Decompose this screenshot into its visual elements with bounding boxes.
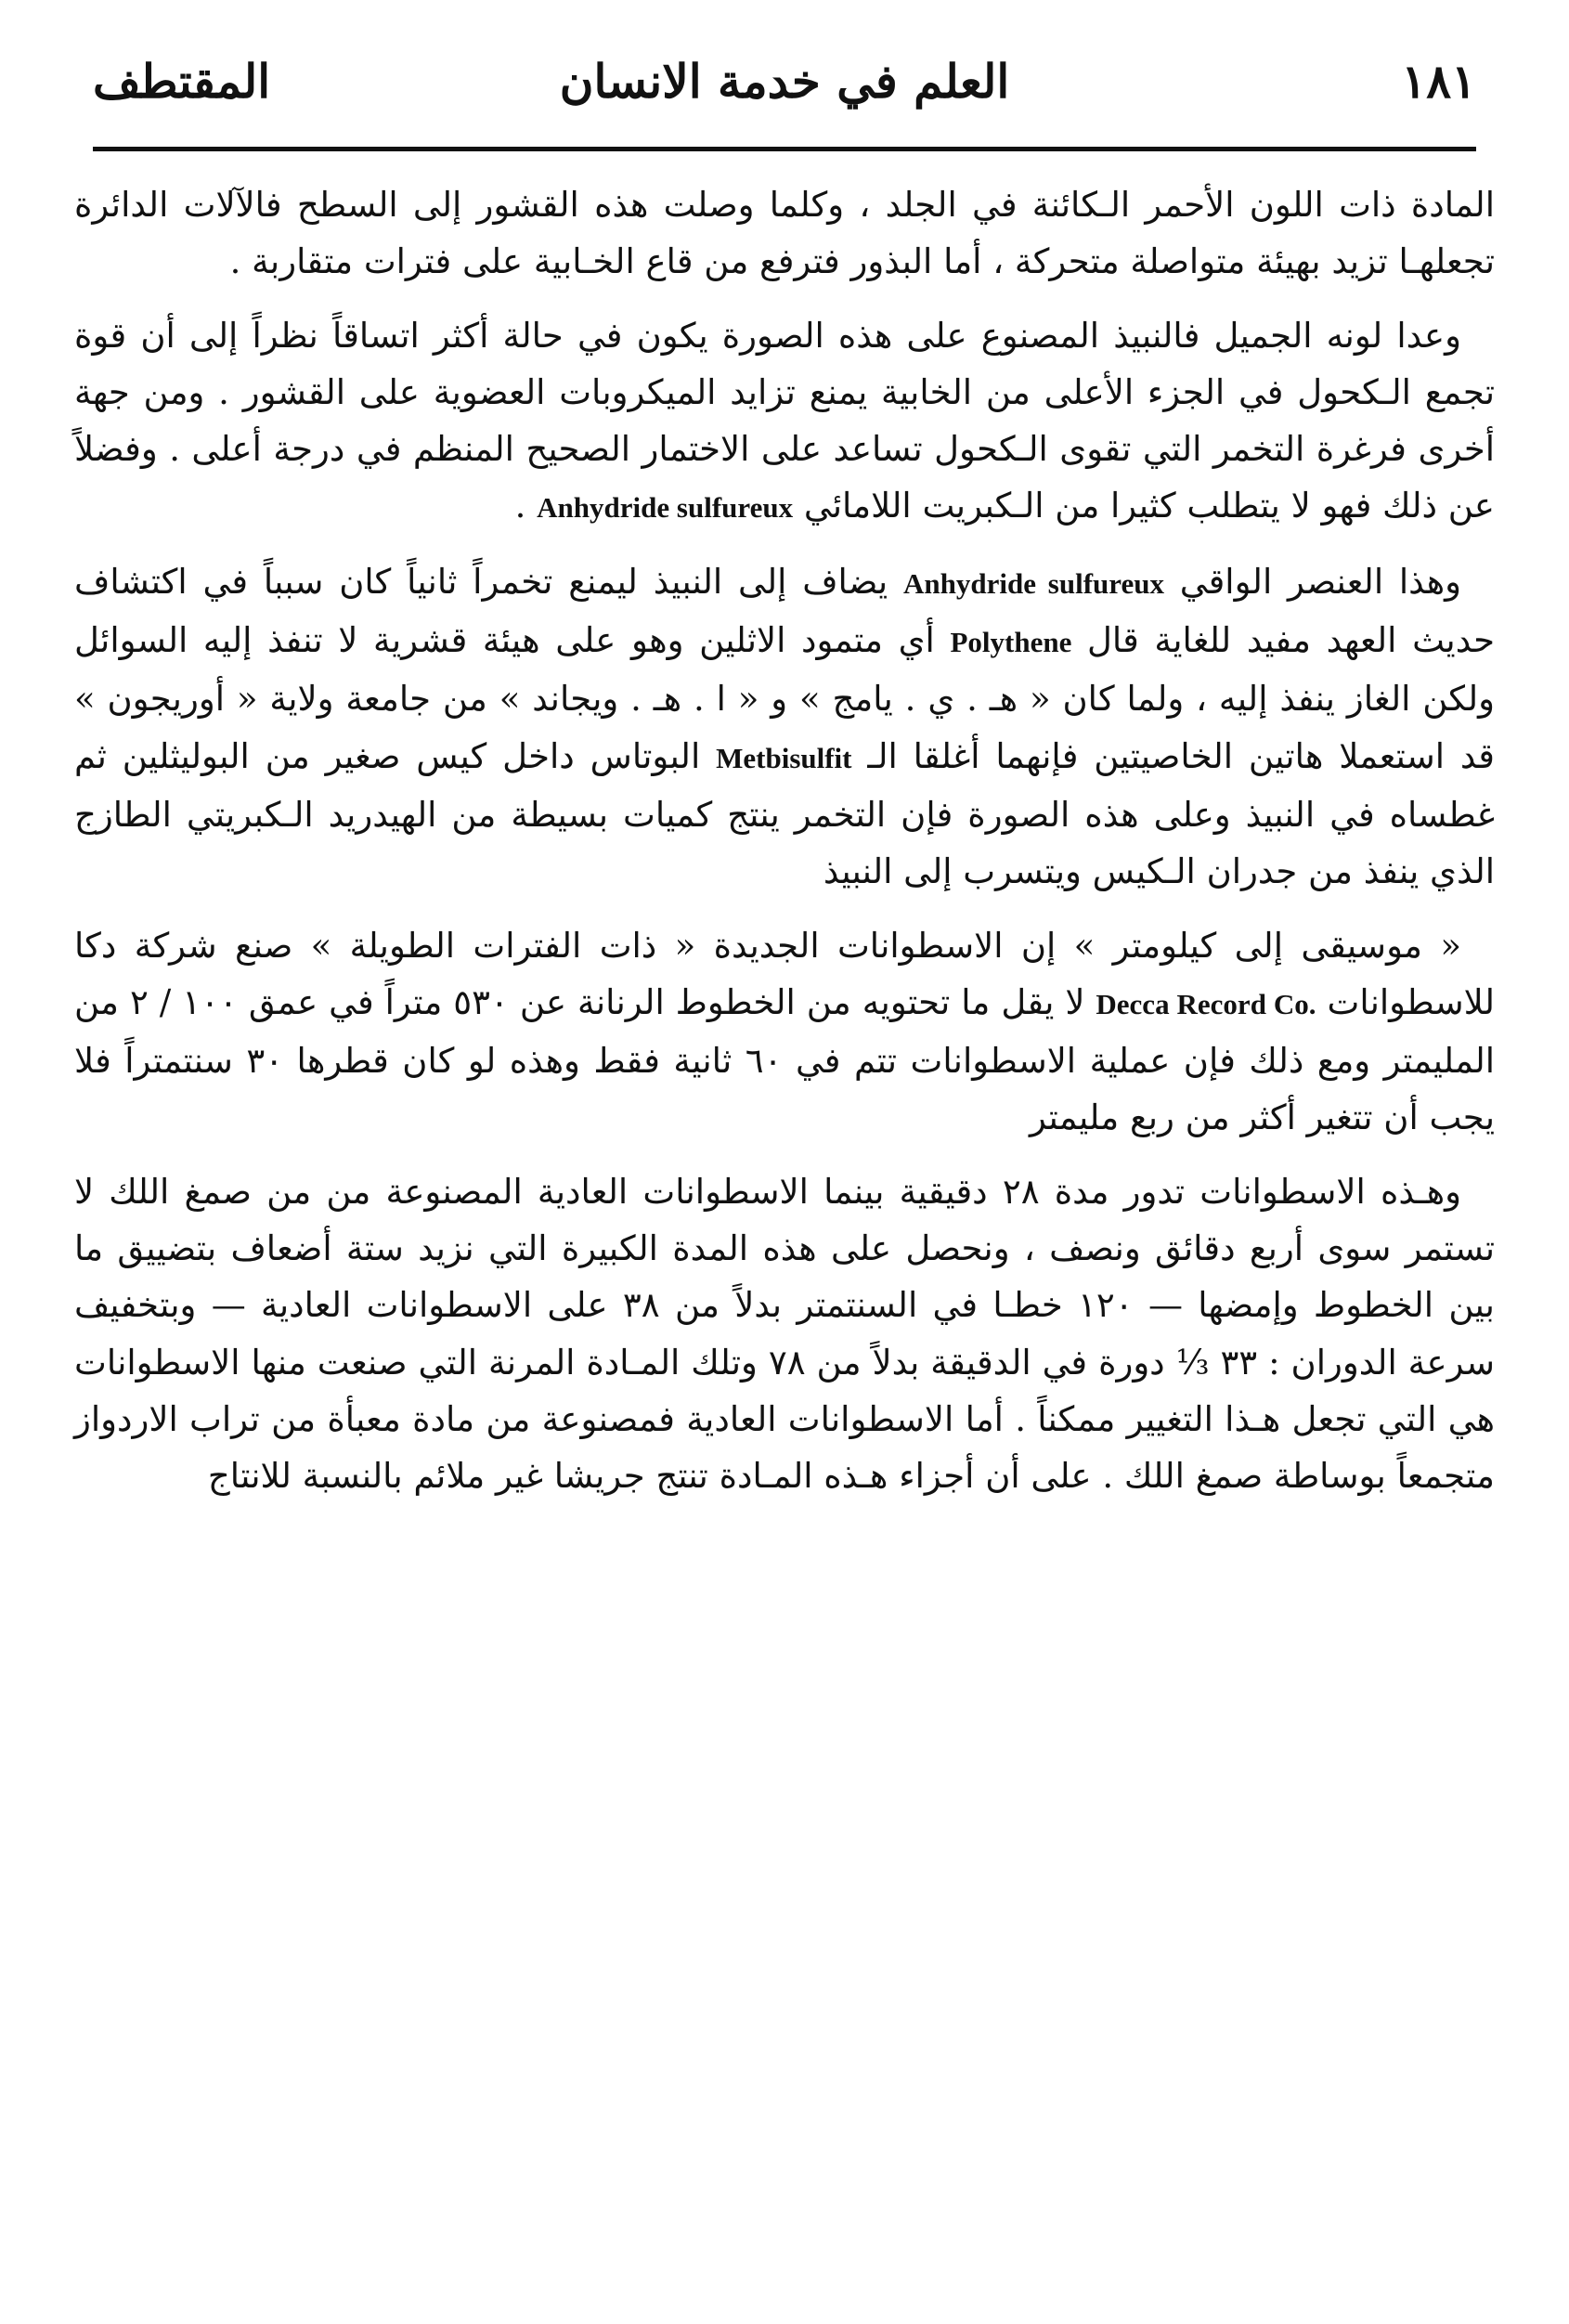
paragraph-text: أي متمود الاثلين وهو على هيئة قشرية لا تنفذ إليه السوائل ولكن الغاز ينفذ إليه ، ولما كان « هـ . ي . يامج » و « ا . هـ . ويجاند » من جامعة ولاية « أوريجون » قد استعملا هاتين الخاصيتين فإنهما أغلقا الـ bbox=[74, 620, 1495, 776]
latin-term: Anhydride sulfureux bbox=[903, 566, 1164, 600]
paragraph-text: وهذا العنصر الواقي bbox=[1163, 561, 1461, 602]
paragraph-text: لا يقل ما تحتويه من الخطوط الرنانة عن ٥٣٠ متراً في عمق ١٠٠ / ٢ من المليمتر ومع ذلك فإن عملية الاسطوانات تتم في ٦٠ ثانية فقط وهذه لو كان قطرها ٣٠ سنتمتراً فلا يجب أن تتغير أكثر من ربع مليمتر bbox=[74, 981, 1495, 1138]
paragraph-text: وهـذه الاسطوانات تدور مدة ٢٨ دقيقية بينما الاسطوانات العادية المصنوعة من من صمغ اللك لا تستمر سوى أربع دقائق ونصف ، ونحصل على هذه المدة الكبيرة التي نزيد ستة أضعاف بتضييق ما بين الخطوط وإمضها — ١٢٠ خطـا في السنتمتر بدلاً من ٣٨ على الاسطوانات العادية — وبتخفيف سرعة الدوران : ٣٣ ⅓ دورة في الدقيقة بدلاً من ٧٨ وتلك المـادة المرنة التي صنعت منها الاسطوانات هي التي تجعل هـذا التغيير ممكناً . أما الاسطوانات العادية فمصنوعة من مادة معبأة من تراب الاردواز متجمعاً بوساطة صمغ اللك . على أن أجزاء هـذه المـادة تنتج جريشا غير ملائم بالنسبة للانتاج bbox=[74, 1171, 1496, 1497]
paragraph-text: المادة ذات اللون الأحمر الـكائنة في الجلد ، وكلما وصلت هذه القشور إلى السطح فالآلات الدائرة تجعلهـا تزيد بهيئة متواصلة متحركة ، أما البذور فترفع من قاع الخـابية على فترات متقاربة . bbox=[74, 185, 1495, 282]
paragraph-text: البوتاس داخل كيس صغير من البوليثلين ثم غطساه في النبيذ وعلى هذه الصورة فإن التخمر ينتج كميات بسيطة من الهيدريد الـكبريتي الطازج الذي ينفذ من جدران الـكيس ويتسرب إلى النبيذ bbox=[74, 735, 1495, 892]
paragraph-text: وعدا لونه الجميل فالنبيذ المصنوع على هذه الصورة يكون في حالة أكثر اتساقاً نظراً إلى أن قوة تجمع الـكحول في الجزء الأعلى من الخابية يمنع تزايد الميكروبات العضوية على القشور . ومن جهة أخرى فرغرة التخمر التي تقوى الـكحول تساعد على الاختمار الصحيح المنظم في درجة أعلى . وفضلاً عن ذلك فهو لا يتطلب كثيرا من الـكبريت اللامائي bbox=[74, 315, 1496, 526]
paragraph-text: . bbox=[514, 486, 538, 526]
paragraph-text: « موسيقى إلى كيلومتر » إن الاسطوانات الجديدة « ذات الفترات الطويلة » صنع شركة دكا للاسطوانات bbox=[74, 925, 1495, 1022]
paragraph bbox=[74, 1163, 1495, 1505]
journal-name: المقتطف bbox=[93, 54, 271, 109]
latin-term: Metbisulfit bbox=[716, 741, 852, 774]
paragraph bbox=[74, 917, 1495, 1147]
paragraph bbox=[74, 307, 1495, 537]
running-header bbox=[93, 46, 1476, 116]
article-body bbox=[74, 176, 1495, 1522]
header-rule bbox=[93, 147, 1476, 151]
paragraph bbox=[74, 176, 1495, 291]
page-number: ١٨١ bbox=[1401, 54, 1476, 109]
paragraph bbox=[74, 553, 1495, 901]
article-title: العلم في خدمة الانسان bbox=[559, 54, 1010, 109]
latin-term: Decca Record Co. bbox=[1096, 987, 1316, 1020]
latin-term: Polythene bbox=[950, 626, 1072, 659]
paragraph-text: يضاف إلى النبيذ ليمنع تخمراً ثانياً كان سبباً في اكتشاف حديث العهد مفيد للغاية قال bbox=[74, 561, 1495, 661]
latin-term: Anhydride sulfureux bbox=[537, 491, 794, 525]
